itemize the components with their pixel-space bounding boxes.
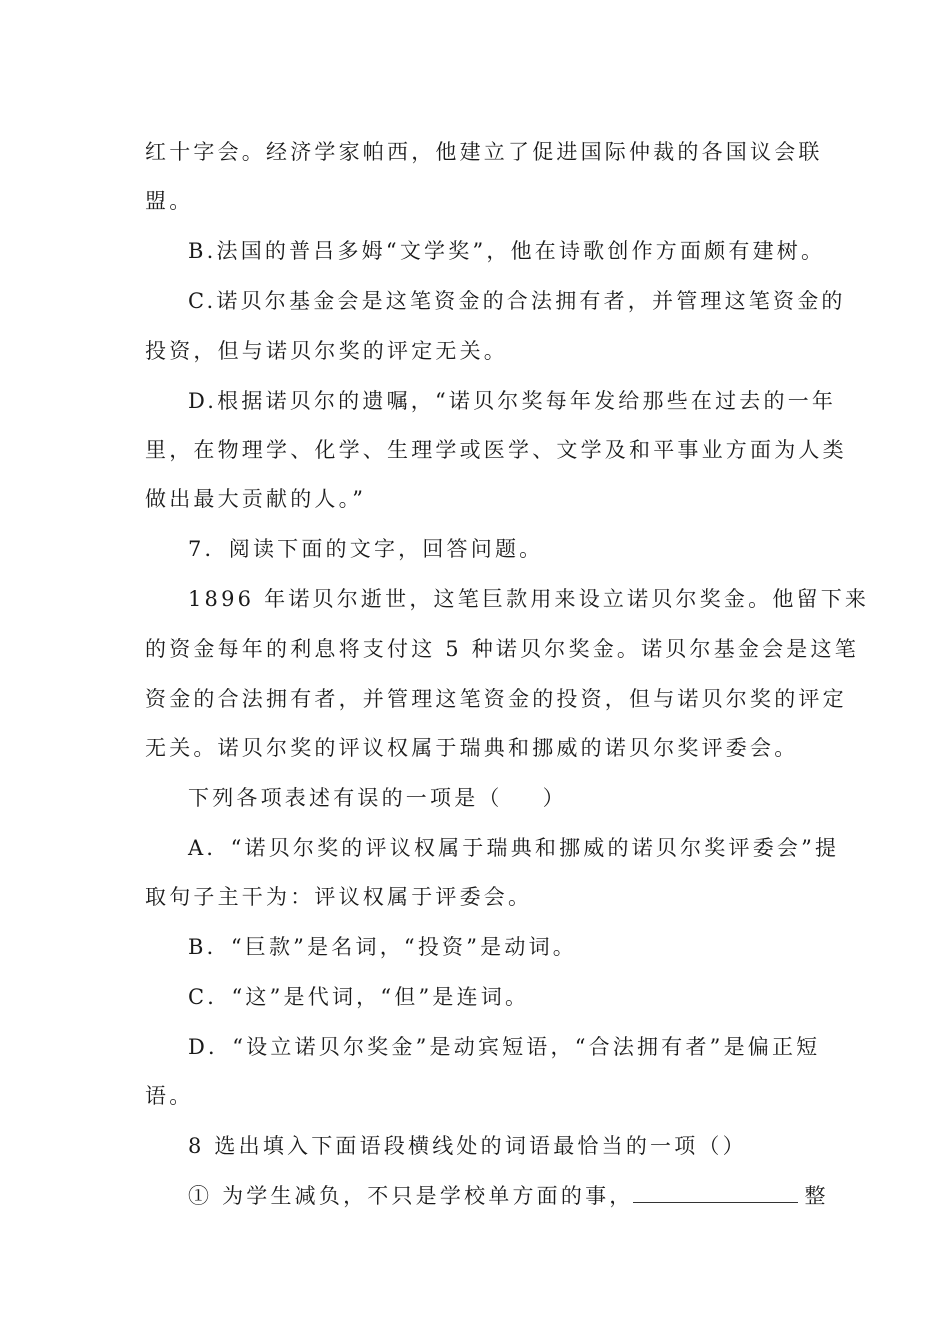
passage-line: 1896 年诺贝尔逝世，这笔巨款用来设立诺贝尔奖金。他留下来 bbox=[188, 587, 870, 611]
item-1-text: ① 为学生减负，不只是学校单方面的事， bbox=[188, 1184, 634, 1208]
passage-line: 资金的合法拥有者，并管理这笔资金的投资，但与诺贝尔奖的评定 bbox=[145, 687, 847, 711]
question-7-heading: 7．阅读下面的文字，回答问题。 bbox=[188, 537, 544, 561]
question-8-item-1 bbox=[188, 1181, 829, 1211]
text-line: 里，在物理学、化学、生理学或医学、文学及和平事业方面为人类 bbox=[145, 438, 847, 462]
question-prompt bbox=[188, 783, 567, 813]
text-line: 语。 bbox=[145, 1084, 194, 1108]
item-1-trailing: 整 bbox=[804, 1184, 829, 1208]
option-b-line: B.法国的普吕多姆“文学奖”，他在诗歌创作方面颇有建树。 bbox=[188, 239, 826, 263]
option-d-line: D.根据诺贝尔的遗嘱，“诺贝尔奖每年发给那些在过去的一年 bbox=[188, 389, 837, 413]
option-c-line: C.诺贝尔基金会是这笔资金的合法拥有者，并管理这笔资金的 bbox=[188, 289, 846, 313]
option-d-line: D．“设立诺贝尔奖金”是动宾短语，“合法拥有者”是偏正短 bbox=[188, 1035, 821, 1059]
text-line: 红十字会。经济学家帕西，他建立了促进国际仲裁的各国议会联 bbox=[145, 140, 823, 164]
text-line: 做出最大贡献的人。” bbox=[145, 487, 367, 511]
text-line: 取句子主干为：评议权属于评委会。 bbox=[145, 885, 533, 909]
passage-line: 无关。诺贝尔奖的评议权属于瑞典和挪威的诺贝尔奖评委会。 bbox=[145, 736, 799, 760]
text-line: 盟。 bbox=[145, 189, 194, 213]
question-prompt-close: ） bbox=[542, 786, 567, 810]
question-8-heading: 8 选出填入下面语段横线处的词语最恰当的一项（） bbox=[188, 1134, 747, 1158]
text-line: 投资，但与诺贝尔奖的评定无关。 bbox=[145, 339, 508, 363]
fill-blank bbox=[633, 1184, 798, 1203]
passage-line: 的资金每年的利息将支付这 5 种诺贝尔奖金。诺贝尔基金会是这笔 bbox=[145, 637, 859, 661]
option-a-line: A．“诺贝尔奖的评议权属于瑞典和挪威的诺贝尔奖评委会”提 bbox=[188, 836, 840, 860]
option-c-line: C．“这”是代词，“但”是连词。 bbox=[188, 985, 530, 1009]
option-b-line: B．“巨款”是名词，“投资”是动词。 bbox=[188, 935, 577, 959]
question-prompt-text: 下列各项表述有误的一项是（ bbox=[188, 786, 503, 810]
